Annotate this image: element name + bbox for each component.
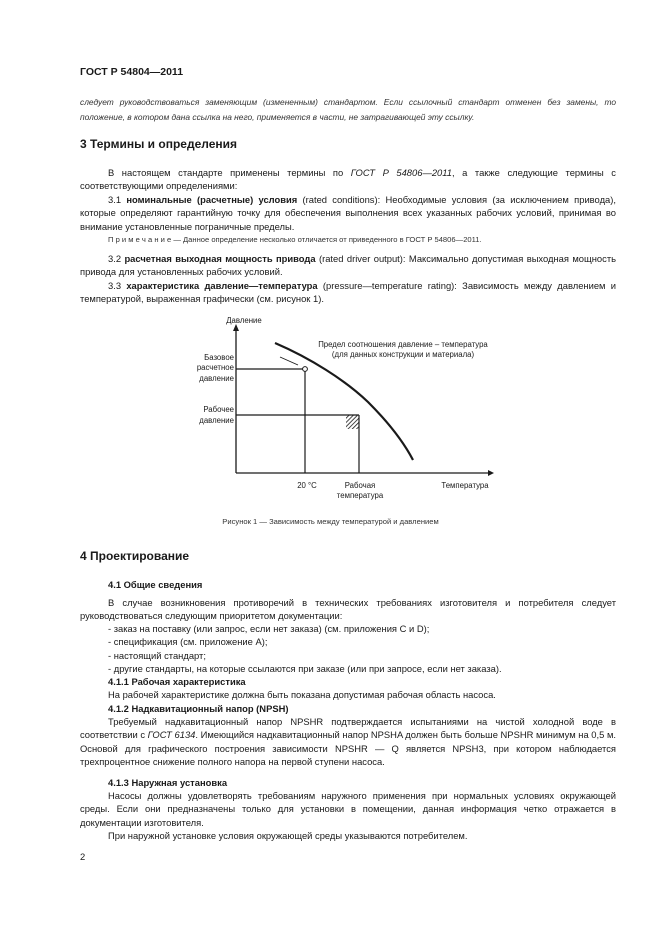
base-pressure-label-2: расчетное bbox=[196, 363, 234, 372]
base-rating-point bbox=[303, 367, 308, 372]
operating-point-hatch bbox=[346, 415, 359, 429]
term-3-1-name: номинальные (расчетные) условия bbox=[126, 194, 298, 205]
list-item: - другие стандарты, на которые ссылаются при заказе (или при запросе, если нет заказа). bbox=[108, 663, 502, 675]
standard-reference: ГОСТ 6134 bbox=[147, 729, 196, 741]
list-item: - настоящий стандарт; bbox=[108, 649, 206, 661]
section-4-1-2-title: 4.1.2 Надкавитационный напор (NPSH) bbox=[108, 703, 289, 714]
section-3-title: 3 Термины и определения bbox=[80, 137, 238, 151]
term-3-3-name: характеристика давление—температура bbox=[126, 280, 318, 291]
temp-20-label: 20 °C bbox=[297, 481, 317, 490]
working-pressure-label-2: давление bbox=[199, 416, 234, 425]
priority-list bbox=[108, 622, 616, 676]
base-pressure-label-1: Базовое bbox=[204, 353, 234, 362]
note: П р и м е ч а н и е — Данное определение несколько отличается от приведенного в ГОСТ Р 54806—2011. bbox=[108, 235, 482, 244]
section-4-1-3-text-1: Насосы должны удовлетворять требованиям наружного применения при нормальных условиях окружающей среды. Если они предназначены только для установки в помещении, данная информация четко отражается в документации изготовителя. bbox=[80, 790, 616, 828]
list-item: - заказ на поставку (или запрос, если нет заказа) (см. приложения С и D); bbox=[108, 623, 430, 634]
curve-label-line2: (для данных конструкции и материала) bbox=[331, 350, 475, 359]
curve-label-leader bbox=[280, 357, 298, 365]
term-3-3: 3.3 характеристика давление—температура (pressure—temperature rating): Зависимость между давлением и температурой, выраженная графически (см. рисунок 1). bbox=[80, 280, 617, 305]
working-pressure-label-1: Рабочее bbox=[203, 405, 234, 414]
section-4-1-3-title: 4.1.3 Наружная установка bbox=[108, 777, 228, 788]
term-3-1: 3.1 номинальные (расчетные) условия (rated conditions): Необходимые условия (за исключением привода), которые определяют гарантийную точку для обеспечения выполнения всех указанных рабочих условий, принимая во внимание установленные пограничные пределы. bbox=[80, 194, 616, 232]
section-4-1-2-text: Требуемый надкавитационный напор NPSHR подтверждается испытаниями на чистой холодной воде в соответствии с ГОСТ 6134. Имеющийся надкавитационный напор NPSHA должен быть больше NPSHR минимум на 0,5 м. Основой для графического построения зависимости NPSHR — Q является NPSH3, при котором наблюдается трехпроцентное снижение полного напора на первой ступени насоса. bbox=[80, 716, 616, 768]
document-header: ГОСТ Р 54804—2011 bbox=[80, 66, 184, 78]
x-axis-arrow bbox=[488, 470, 494, 476]
section-4-1-1-title: 4.1.1 Рабочая характеристика bbox=[108, 676, 246, 687]
x-axis-label: Температура bbox=[441, 481, 489, 490]
section-3-intro: В настоящем стандарте применены термины по ГОСТ Р 54806—2011, а также следующие термины с соответствующими определениями: bbox=[80, 167, 616, 192]
section-4-1-3-text-2: При наружной установке условия окружающей среды указываются потребителем. bbox=[108, 830, 468, 841]
term-3-2: 3.2 расчетная выходная мощность привода (rated driver output): Максимально допустимая выходная мощность привода для установленных рабочих условий. bbox=[80, 253, 616, 278]
section-4-title: 4 Проектирование bbox=[80, 549, 190, 563]
working-temperature-label-2: температура bbox=[336, 491, 384, 500]
standard-reference: ГОСТ Р 54806—2011 bbox=[350, 167, 452, 178]
term-3-2-name: расчетная выходная мощность привода bbox=[124, 253, 316, 264]
figure-1-caption: Рисунок 1 — Зависимость между температурой и давлением bbox=[222, 517, 439, 526]
section-4-1-title: 4.1 Общие сведения bbox=[108, 579, 203, 590]
working-temperature-label-1: Рабочая bbox=[344, 481, 376, 490]
pressure-temperature-limit-curve bbox=[275, 343, 413, 460]
page-number: 2 bbox=[80, 851, 86, 862]
y-axis-arrow bbox=[233, 324, 239, 331]
list-item: - спецификация (см. приложение А); bbox=[108, 636, 268, 648]
curve-label-line1: Предел соотношения давление – температура bbox=[318, 340, 488, 349]
y-axis-label: Давление bbox=[226, 316, 262, 325]
section-4-1-1-text: На рабочей характеристике должна быть показана допустимая рабочая область насоса. bbox=[108, 689, 496, 700]
base-pressure-label-3: давление bbox=[199, 374, 234, 383]
intro-paragraph: следует руководствоваться заменяющим (измененным) стандартом. Если ссылочный стандарт отменен без замены, то положение, в котором дана ссылка на него, применяется в части, не затрагивающей эту ссылку. bbox=[80, 97, 616, 122]
section-4-1-text: В случае возникновения противоречий в технических требованиях изготовителя и потребителя следует руководствоваться следующим приоритетом документации: bbox=[80, 597, 616, 622]
